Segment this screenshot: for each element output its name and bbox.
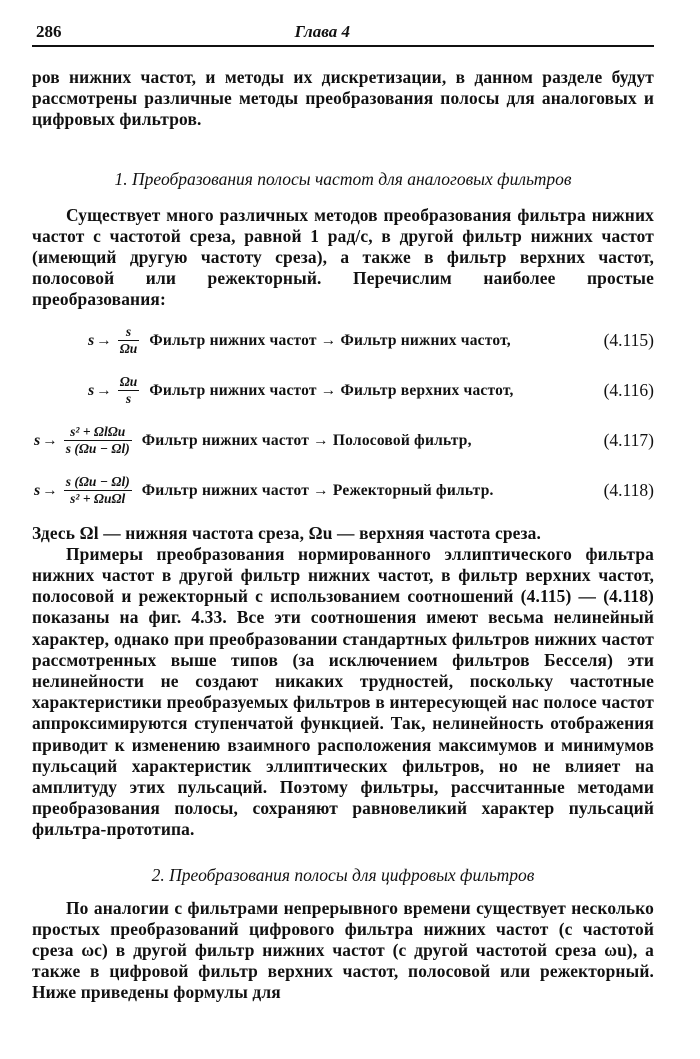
eq-fraction <box>118 374 140 407</box>
eq-lhs: s <box>88 381 95 399</box>
eq-lhs: s <box>34 481 41 499</box>
section1-title: 1. Преобразования полосы частот для аналоговых фильтров <box>114 168 572 189</box>
equation-4-115 <box>32 319 654 363</box>
section1-paragraph2: Примеры преобразования нормированного эллиптического фильтра нижних частот в другой фильтр нижних частот, в фильтр верхних частот, полосовой и режекторный с использованием соотношений (4.115) — (4.118) показаны на фиг. 4.33. Все эти соотношения имеют весьма нелинейный характер, однако при преобразовании стандартных фильтров нижних частот рассмотренных выше типов (за исключением фильтров Бесселя) эти нелинейности не создают никаких трудностей, поскольку частотные характеристики преобразуемых фильтров в интересующей нас полосе частот аппроксимируются ступенчатой функцией. Так, нелинейность отображения приводит к изменению взаимного расположения максимумов и минимумов пульсаций характеристик эллиптических фильтров, но не влияет на амплитуду этих пульсаций. Поэтому фильтры, рассчитанные методами преобразования полосы, сохраняют равновеликий характер пульсаций фильтра-прототипа. <box>32 543 654 840</box>
eq-number: (4.118) <box>603 480 654 501</box>
arrow-icon: → <box>96 381 112 399</box>
frac-denominator: s (Ωu − Ωl) <box>65 441 130 457</box>
eq-text: Фильтр нижних частот → Режекторный фильтр. <box>141 481 494 499</box>
frac-numerator: s (Ωu − Ωl) <box>65 474 130 490</box>
equations-block <box>32 319 654 513</box>
section2-paragraph: По аналогии с фильтрами непрерывного времени существует несколько простых преобразований цифрового фильтра нижних частот (с частотой среза ωc) в другой фильтр нижних частот (с другой частотой среза ωu), а также в цифровой фильтр верхних частот, полосовой или режекторный. Ниже приведены формулы для <box>32 897 654 1003</box>
eq-fraction <box>64 474 132 507</box>
eq-text: Фильтр нижних частот → Полосовой фильтр, <box>141 431 472 449</box>
eq-number: (4.117) <box>603 430 654 451</box>
page-header <box>32 22 654 47</box>
equation-4-118 <box>32 469 654 513</box>
arrow-icon: → <box>96 331 112 349</box>
eq-number: (4.116) <box>603 380 654 401</box>
eq-fraction <box>64 424 132 457</box>
arrow-icon: → <box>42 431 58 449</box>
book-page <box>32 22 654 1004</box>
frac-denominator: s² + ΩuΩl <box>70 491 126 507</box>
page-number: 286 <box>36 22 62 41</box>
frac-denominator: Ωu <box>119 341 138 357</box>
section1-paragraph: Существует много различных методов преобразования фильтра нижних частот с частотой среза, равной 1 рад/с, в другой фильтр нижних частот (имеющий другую частоту среза), а также в фильтр верхних частот, полосовой или режекторный. Перечислим наиболее простые преобразования: <box>32 204 654 310</box>
frac-denominator: s <box>125 391 132 407</box>
eq-lhs: s <box>34 431 41 449</box>
eq-lhs: s <box>88 331 95 349</box>
arrow-icon: → <box>42 481 58 499</box>
frac-numerator: Ωu <box>119 374 138 390</box>
intro-paragraph: ров нижних частот, и методы их дискретизации, в данном разделе будут рассмотрены различные методы преобразования полосы для аналоговых и цифровых фильтров. <box>32 67 654 130</box>
frac-numerator: s² + ΩlΩu <box>70 424 126 440</box>
eq-fraction <box>118 324 140 357</box>
equation-4-116 <box>32 369 654 413</box>
eq-number: (4.115) <box>603 330 654 351</box>
frac-numerator: s <box>125 324 132 340</box>
chapter-title: Глава 4 <box>294 22 350 41</box>
eq-text: Фильтр нижних частот → Фильтр верхних частот, <box>149 381 514 399</box>
section2-title: 2. Преобразования полосы для цифровых фильтров <box>151 864 535 885</box>
equation-legend: Здесь Ωl — нижняя частота среза, Ωu — верхняя частота среза. <box>32 522 541 543</box>
eq-text: Фильтр нижних частот → Фильтр нижних частот, <box>149 331 511 349</box>
equation-4-117 <box>32 419 654 463</box>
